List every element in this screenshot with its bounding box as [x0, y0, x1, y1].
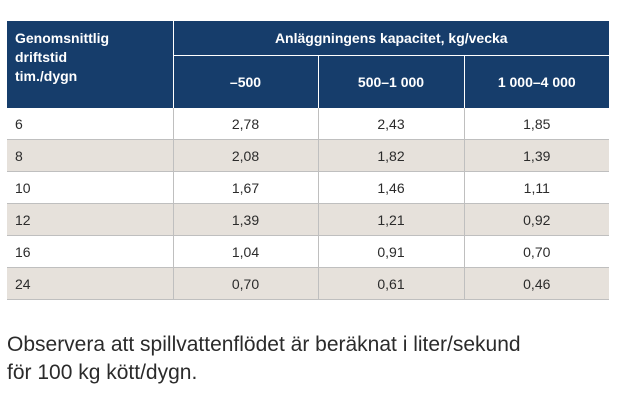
row-header-cell [7, 21, 173, 108]
capacity-table [7, 21, 609, 300]
value-cell: 1,11 [464, 172, 609, 204]
value-cell: 0,70 [464, 236, 609, 268]
footnote-line: för 100 kg kött/dygn. [7, 361, 198, 384]
value-cell: 1,85 [464, 108, 609, 140]
hours-cell: 10 [7, 172, 173, 204]
value-cell: 2,08 [173, 140, 318, 172]
footnote-line: Observera att spillvattenflödet är beräknat i liter/sekund [7, 333, 521, 356]
value-cell: 1,39 [464, 140, 609, 172]
value-cell: 1,82 [318, 140, 464, 172]
table-row [7, 268, 609, 300]
row-header-line: Genomsnittlig [15, 30, 110, 46]
hours-cell: 6 [7, 108, 173, 140]
value-cell: 0,46 [464, 268, 609, 300]
value-cell: 1,04 [173, 236, 318, 268]
table-row [7, 140, 609, 172]
table-row [7, 204, 609, 236]
column-header: 500–1 000 [318, 56, 464, 109]
column-header: –500 [173, 56, 318, 109]
value-cell: 0,61 [318, 268, 464, 300]
value-cell: 1,21 [318, 204, 464, 236]
value-cell: 1,67 [173, 172, 318, 204]
row-header-line: driftstid [15, 49, 68, 65]
group-header: Anläggningens kapacitet, kg/vecka [173, 21, 609, 56]
table-row [7, 236, 609, 268]
value-cell: 2,43 [318, 108, 464, 140]
value-cell: 0,92 [464, 204, 609, 236]
hours-cell: 12 [7, 204, 173, 236]
hours-cell: 8 [7, 140, 173, 172]
value-cell: 2,78 [173, 108, 318, 140]
footnote [7, 331, 617, 387]
row-header-line: tim./dygn [15, 68, 78, 84]
hours-cell: 24 [7, 268, 173, 300]
column-header: 1 000–4 000 [464, 56, 609, 109]
value-cell: 0,91 [318, 236, 464, 268]
value-cell: 0,70 [173, 268, 318, 300]
table-row [7, 108, 609, 140]
value-cell: 1,46 [318, 172, 464, 204]
table-row [7, 172, 609, 204]
hours-cell: 16 [7, 236, 173, 268]
value-cell: 1,39 [173, 204, 318, 236]
